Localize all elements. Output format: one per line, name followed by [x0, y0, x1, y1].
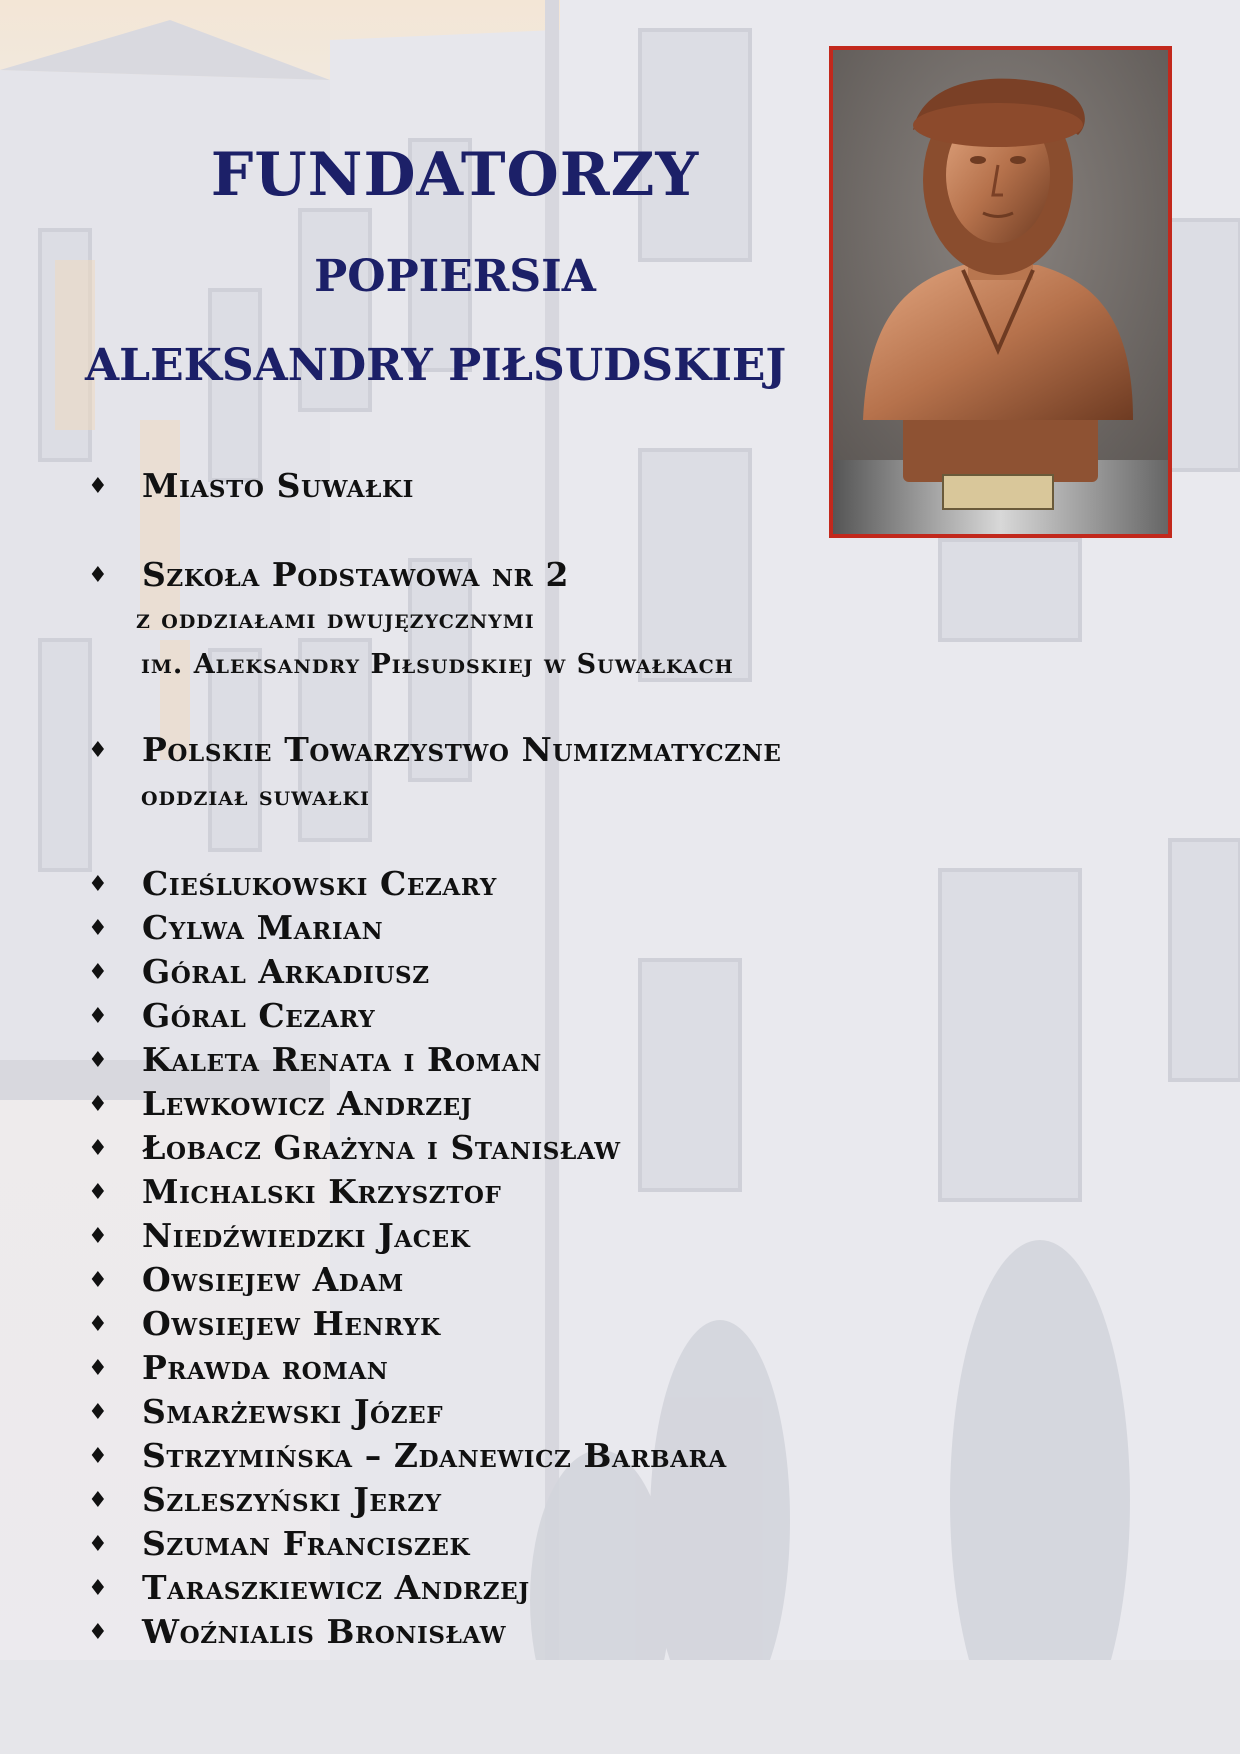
diamond-bullet-icon: ♦	[88, 1267, 109, 1293]
diamond-bullet-icon: ♦	[88, 737, 109, 763]
diamond-bullet-icon: ♦	[88, 1531, 109, 1557]
list-item: ♦ Góral Cezary	[88, 994, 375, 1041]
list-item: ♦ Szuman Franciszek	[88, 1522, 470, 1569]
diamond-bullet-icon: ♦	[88, 1355, 109, 1381]
diamond-bullet-icon: ♦	[88, 1311, 109, 1337]
diamond-bullet-icon: ♦	[88, 562, 109, 588]
page-title: FUNDATORZY	[210, 140, 700, 210]
list-item-continuation: im. Aleksandry Piłsudskiej w Suwałkach	[141, 649, 734, 680]
diamond-bullet-icon: ♦	[88, 1399, 109, 1425]
diamond-bullet-icon: ♦	[88, 959, 109, 985]
list-item: ♦ Łobacz Grażyna i Stanisław	[88, 1126, 621, 1173]
list-item: ♦ Smarżewski Józef	[88, 1390, 443, 1437]
list-item: ♦ Polskie Towarzystwo Numizmatyczne	[88, 728, 781, 775]
list-item-continuation: z oddziałami dwujęzycznymi	[136, 604, 535, 635]
list-item: ♦ Strzymińska – Zdanewicz Barbara	[88, 1434, 727, 1481]
diamond-bullet-icon: ♦	[88, 871, 109, 897]
diamond-bullet-icon: ♦	[88, 1443, 109, 1469]
list-item: ♦ Szleszyński Jerzy	[88, 1478, 442, 1525]
diamond-bullet-icon: ♦	[88, 1091, 109, 1117]
diamond-bullet-icon: ♦	[88, 1487, 109, 1513]
list-item-continuation: oddział suwałki	[141, 781, 370, 812]
list-item: ♦ Prawda roman	[88, 1346, 388, 1393]
list-item: ♦ Woźnialis Bronisław	[88, 1610, 506, 1657]
diamond-bullet-icon: ♦	[88, 1003, 109, 1029]
diamond-bullet-icon: ♦	[88, 915, 109, 941]
diamond-bullet-icon: ♦	[88, 1223, 109, 1249]
list-item: ♦ Niedźwiedzki Jacek	[88, 1214, 470, 1261]
diamond-bullet-icon: ♦	[88, 1619, 109, 1645]
subtitle-line-1: POPIERSIA	[314, 251, 596, 302]
list-item: ♦ Miasto Suwałki	[88, 464, 414, 511]
list-item: ♦ Taraszkiewicz Andrzej	[88, 1566, 530, 1613]
list-item: ♦ Góral Arkadiusz	[88, 950, 430, 997]
diamond-bullet-icon: ♦	[88, 1047, 109, 1073]
list-item: ♦ Szkoła Podstawowa nr 2	[88, 553, 569, 600]
diamond-bullet-icon: ♦	[88, 1135, 109, 1161]
list-item: ♦ Owsiejew Henryk	[88, 1302, 441, 1349]
list-item: ♦ Cylwa Marian	[88, 906, 383, 953]
diamond-bullet-icon: ♦	[88, 1575, 109, 1601]
list-item: ♦ Lewkowicz Andrzej	[88, 1082, 472, 1129]
list-item: ♦ Michalski Krzysztof	[88, 1170, 501, 1217]
subtitle-line-2: ALEKSANDRY PIŁSUDSKIEJ	[85, 340, 787, 391]
list-item: ♦ Owsiejew Adam	[88, 1258, 404, 1305]
list-item: ♦ Cieślukowski Cezary	[88, 862, 497, 909]
diamond-bullet-icon: ♦	[88, 1179, 109, 1205]
diamond-bullet-icon: ♦	[88, 473, 109, 499]
list-item: ♦ Kaleta Renata i Roman	[88, 1038, 542, 1085]
